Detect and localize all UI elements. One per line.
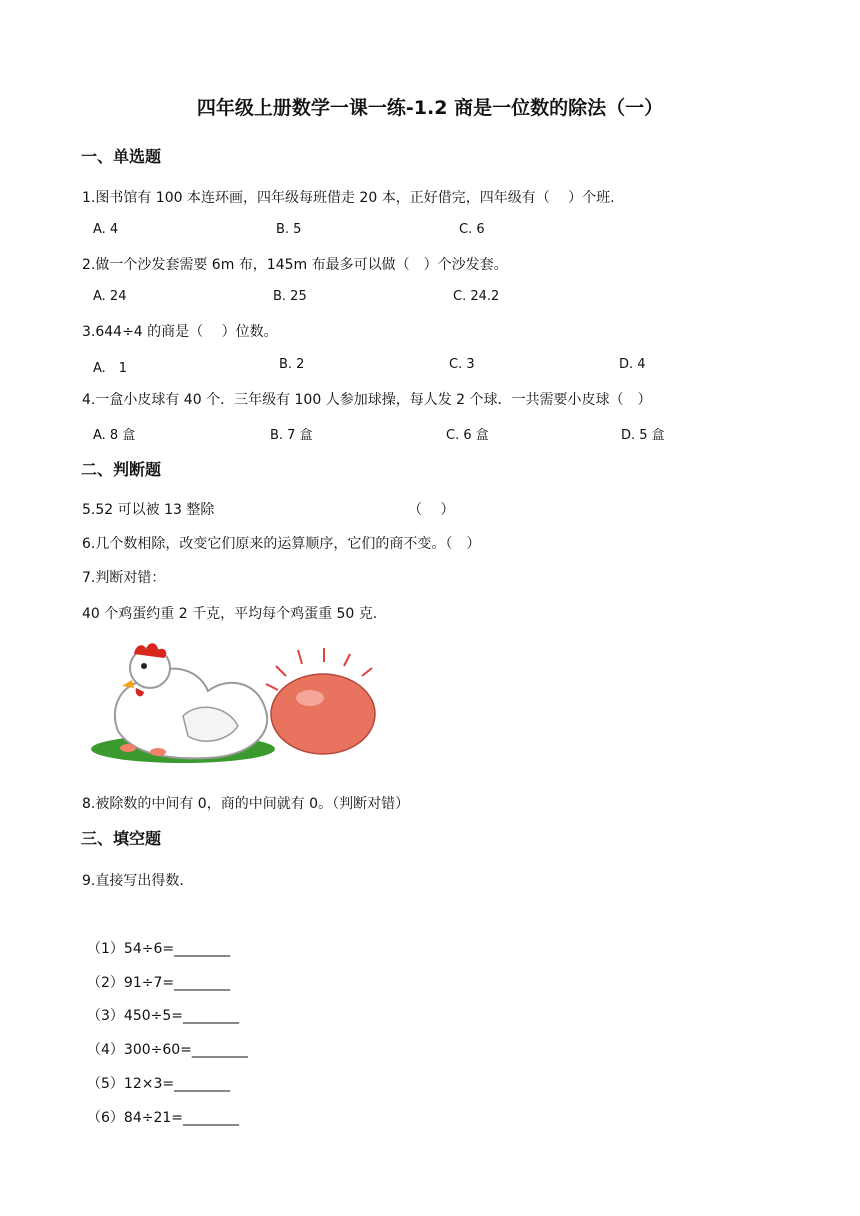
question-5-text: 5.52 可以被 13 整除 [82,502,215,518]
question-7-text: 7.判断对错： [82,570,166,586]
shine-line-6 [362,668,372,676]
section-heading-fill-blank: 三、填空题 [81,829,162,848]
egg [271,674,375,754]
section-heading-true-false: 二、判断题 [81,460,162,479]
question-1-option-c[interactable]: C. 6 [459,222,485,237]
hen-eye [141,663,147,669]
question-1-option-a[interactable]: A. 4 [93,222,119,237]
question-8-text: 8.被除数的中间有 0，商的中间就有 0。（判断对错） [82,796,410,812]
question-4-option-d[interactable]: D. 5 盒 [621,428,665,443]
page-title: 四年级上册数学一课一练-1.2 商是一位数的除法（一） [196,97,664,119]
question-3-option-d[interactable]: D. 4 [619,357,646,372]
question-9-item-3[interactable]: （3）450÷5=________ [87,1008,239,1024]
question-9-item-1[interactable]: （1）54÷6=________ [87,941,231,957]
question-9-item-6[interactable]: （6）84÷21=________ [87,1110,239,1126]
question-3-option-b[interactable]: B. 2 [279,357,305,372]
question-9-item-4[interactable]: （4）300÷60=________ [87,1042,248,1058]
hen-beak [122,680,134,688]
hen-foot-left [120,744,136,752]
shine-line-1 [266,684,278,690]
question-6-text: 6.几个数相除，改变它们原来的运算顺序，它们的商不变。（ ） [82,536,481,552]
question-1-option-b[interactable]: B. 5 [276,222,302,237]
hen-foot-right [150,748,166,756]
question-9-item-2[interactable]: （2）91÷7=________ [87,975,231,991]
question-2-text: 2.做一个沙发套需要 6m 布，145m 布最多可以做（ ）个沙发套。 [82,257,508,273]
question-5-answer-blank[interactable]: （ ） [408,502,455,518]
question-4-option-a[interactable]: A. 8 盒 [93,428,136,443]
question-9-item-5[interactable]: （5）12×3=________ [87,1076,231,1092]
question-4-text: 4.一盒小皮球有 40 个．三年级有 100 人参加球操，每人发 2 个球．一共需要小皮球（ ） [82,392,652,408]
question-3-text: 3.644÷4 的商是（ ）位数。 [82,324,278,340]
question-4-option-b[interactable]: B. 7 盒 [270,428,313,443]
shine-line-2 [276,666,286,676]
shine-line-5 [344,654,350,666]
question-2-option-b[interactable]: B. 25 [273,289,307,304]
question-4-option-c[interactable]: C. 6 盒 [446,428,489,443]
section-heading-single-choice: 一、单选题 [81,147,162,166]
question-2-option-a[interactable]: A. 24 [93,289,127,304]
egg-highlight [296,690,324,706]
hen-and-egg-illustration [88,636,388,774]
shine-line-3 [298,650,302,664]
question-9-text: 9.直接写出得数. [82,873,184,889]
question-3-option-c[interactable]: C. 3 [449,357,475,372]
question-2-option-c[interactable]: C. 24.2 [453,289,500,304]
question-1-text: 1.图书馆有 100 本连环画，四年级每班借走 20 本，正好借完，四年级有（ ）个班. [82,190,615,206]
question-7-statement: 40 个鸡蛋约重 2 千克，平均每个鸡蛋重 50 克. [82,606,378,622]
question-3-option-a[interactable]: A. 1 [93,361,128,376]
